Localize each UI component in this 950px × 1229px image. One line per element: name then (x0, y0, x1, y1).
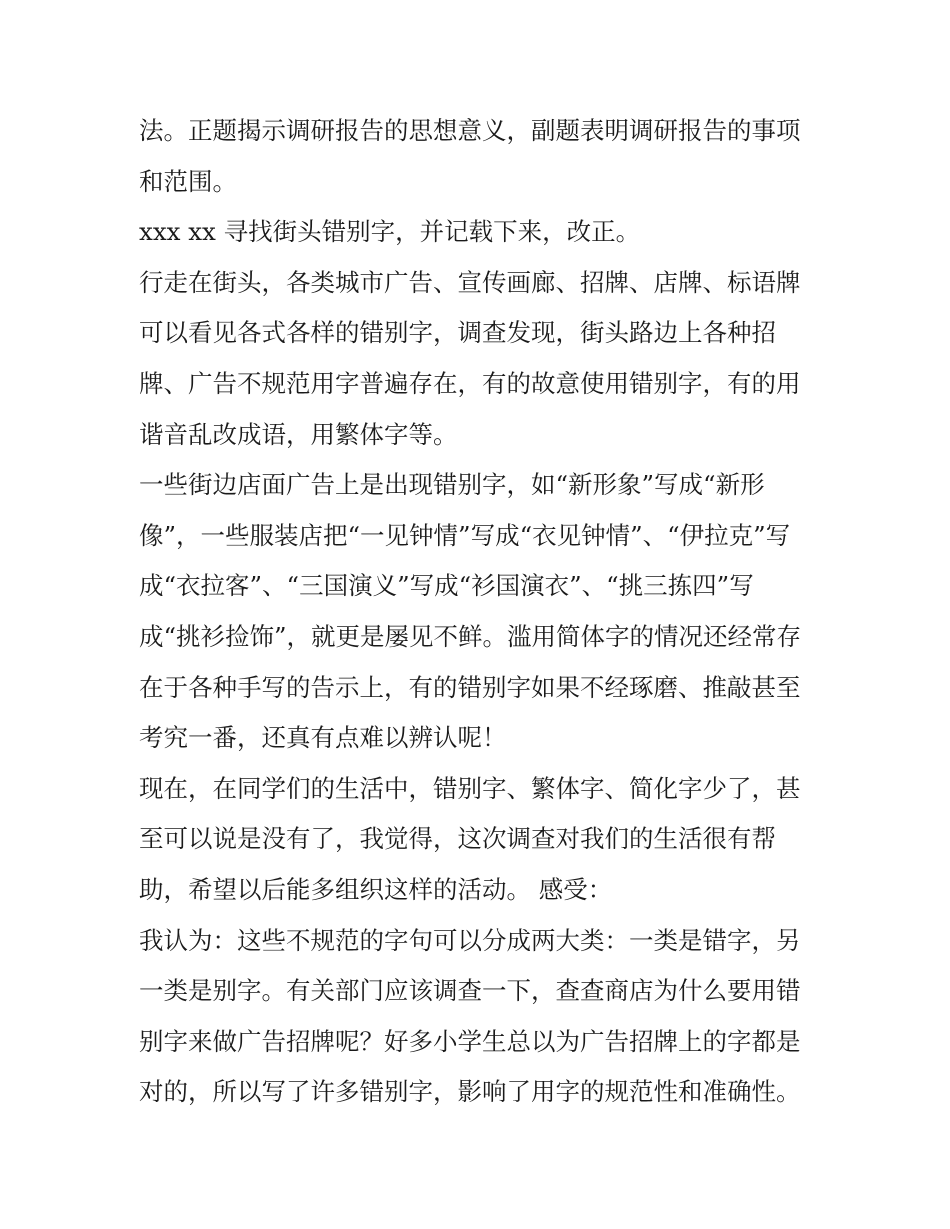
text-line: 可以看见各式各样的错别字，调查发现，街头路边上各种招 (139, 318, 776, 348)
document-body (139, 106, 829, 1118)
text-line: 谐音乱改成语，用繁体字等。 (139, 419, 458, 449)
text-line: 牌、广告不规范用字普遍存在，有的故意使用错别字，有的用 (139, 368, 801, 398)
text-line: 成“挑衫捡饰”，就更是屡见不鲜。滥用简体字的情况还经常存 (139, 621, 802, 651)
text-line: 现在，在同学们的生活中，错别字、繁体字、简化字少了，甚 (139, 773, 801, 803)
text-line: 成“衣拉客”、“三国演义”写成“衫国演衣”、“挑三拣四”写 (139, 571, 754, 601)
text-line: 对的，所以写了许多错别字，影响了用字的规范性和准确性。 (139, 1077, 801, 1107)
text-line: 在于各种手写的告示上，有的错别字如果不经琢磨、推敲甚至 (139, 672, 801, 702)
text-line: 考究一番，还真有点难以辨认呢！ (139, 723, 507, 753)
text-line: 一类是别字。有关部门应该调查一下，查查商店为什么要用错 (139, 976, 801, 1006)
text-line: 别字来做广告招牌呢？好多小学生总以为广告招牌上的字都是 (139, 1026, 801, 1056)
text-line: xxx xx 寻找街头错别字，并记载下来，改正。 (139, 217, 641, 247)
text-line: 助，希望以后能多组织这样的活动。 感受： (139, 874, 613, 904)
text-line: 法。正题揭示调研报告的思想意义，副题表明调研报告的事项 (139, 116, 801, 145)
text-line: 至可以说是没有了，我觉得，这次调查对我们的生活很有帮 (139, 824, 776, 854)
text-line: 像”，一些服装店把“一见钟情”写成“衣见钟情”、“伊拉克”写 (139, 520, 791, 550)
text-line: 行走在街头，各类城市广告、宣传画廊、招牌、店牌、标语牌 (139, 267, 801, 297)
text-line: 我认为：这些不规范的字句可以分成两大类：一类是错字，另 (139, 925, 801, 955)
text-line: 和范围。 (139, 166, 237, 196)
text-line: 一些街边店面广告上是出现错别字，如“新形象”写成“新形 (139, 470, 765, 500)
